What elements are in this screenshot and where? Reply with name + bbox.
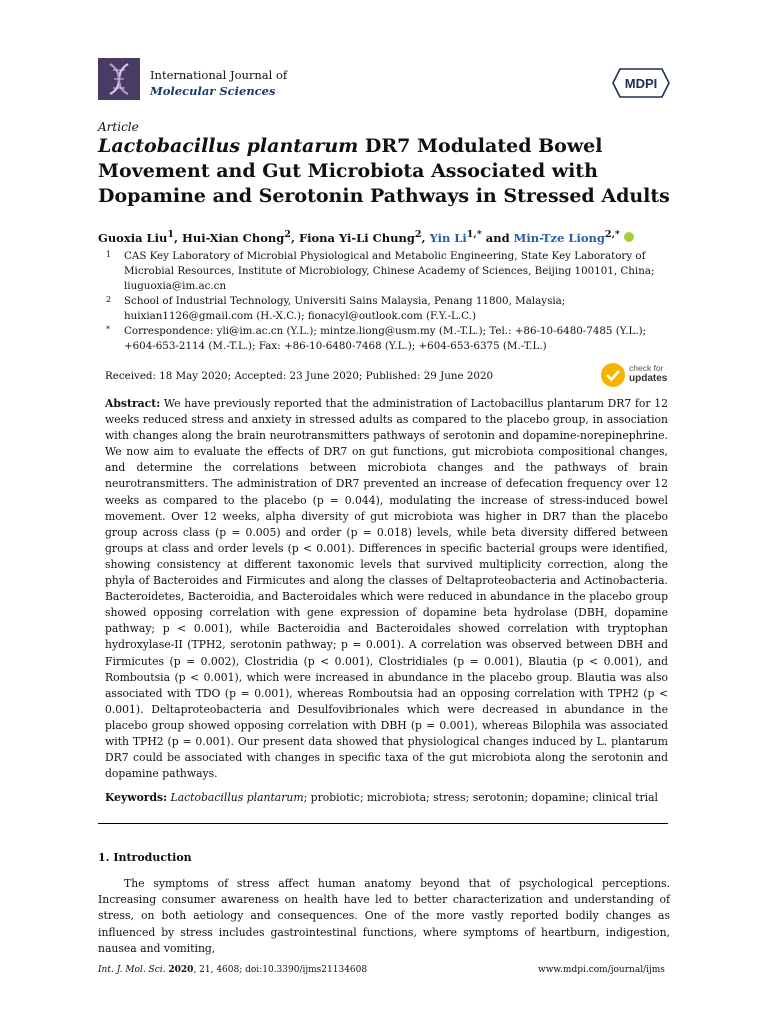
footer-rest: , 21, 4608; doi:10.3390/ijms21134608 bbox=[193, 965, 368, 975]
author-5-sup: 2,* bbox=[604, 229, 620, 240]
correspondence bbox=[98, 324, 678, 354]
section-heading: 1. Introduction bbox=[98, 851, 192, 864]
title-rest: DR7 Modulated Bowel Movement and Gut Microbiota Associated with Dopamine and Serotonin Pathways in Stressed Adults bbox=[98, 135, 670, 207]
keywords-label: Keywords: bbox=[105, 791, 168, 804]
affiliation-email[interactable]: liuguoxia@im.ac.cn bbox=[124, 280, 227, 293]
abstract-text: We have previously reported that the administration of Lactobacillus plantarum DR7 for 12 weeks reduced stress and anxiety in stressed adults as compared to the placebo group, in association with changes along the brain neurotransmitters pathways of serotonin and dopamine-norepinephrine. We now aim to evaluate the effects of DR7 on gut functions, gut microbiota compositional changes, and determine the correlations between microbiota changes and the pathways of brain neurotransmitters. The administration of DR7 prevented an increase of defecation frequency over 12 weeks as compared to the placebo (p = 0.044), modulating the increase of stress-induced bowel movement. Over 12 weeks, alpha diversity of gut microbiota was higher in DR7 than the placebo group across class (p = 0.005) and order (p = 0.018) levels, while beta diversity differed between groups at class and order levels (p < 0.001). Differences in specific bacterial groups were identified, showing consistency at different taxonomic levels that survived multiplicity correction, along the phyla of Bacteroides and Firmicutes and along the classes of Deltaproteobacteria and Actinobacteria. Bacteroidetes, Bacteroidia, and Bacteroidales which were reduced in abundance in the placebo group showed opposing correlation with gene expression of dopamine beta hydrolase (DBH, dopamine pathway; p < 0.001), while Bacteroidia and Bacteroidales showed correlation with tryptophan hydroxylase-II (TPH2, serotonin pathway; p = 0.001). A correlation was observed between DBH and Firmicutes (p = 0.002), Clostridia (p < 0.001), Clostridiales (p = 0.001), Blautia (p < 0.001), and Romboutsia (p < 0.001), which were increased in abundance in the placebo group. Blautia was also associated with TDO (p = 0.001), whereas Romboutsia had an opposing correlation with TPH2 (p < 0.001). Deltaproteobacteria and Desulfovibrionales which were decreased in abundance in the placebo group showed opposing correlation with DBH (p = 0.001), whereas Bilophila was associated with TPH2 (p = 0.001). Our present data showed that physiological changes induced by L. plantarum DR7 could be associated with changes in specific taxa of the gut microbiota along the serotonin and dopamine pathways. bbox=[105, 397, 668, 781]
author-3[interactable]: Fiona Yi-Li Chung bbox=[298, 230, 415, 245]
orcid-icon[interactable] bbox=[624, 232, 634, 242]
article-title bbox=[98, 134, 688, 209]
keywords-rest: ; probiotic; microbiota; stress; serotonin; dopamine; clinical trial bbox=[303, 791, 658, 804]
check-updates-line1: check for bbox=[629, 363, 664, 373]
author-sep: , bbox=[174, 230, 183, 245]
affiliation-email[interactable]: huixian1126@gmail.com (H.-X.C.); fionacyl@outlook.com (F.Y.-L.C.) bbox=[124, 310, 476, 323]
author-1[interactable]: Guoxia Liu bbox=[98, 230, 168, 245]
affiliation-line: CAS Key Laboratory of Microbial Physiological and Metabolic Engineering, State Key Laboratory of bbox=[124, 250, 646, 262]
author-4[interactable]: Yin Li bbox=[429, 230, 467, 245]
author-2[interactable]: Hui-Xian Chong bbox=[182, 230, 285, 245]
author-list bbox=[98, 229, 634, 245]
check-for-updates-badge[interactable] bbox=[600, 360, 672, 390]
publication-dates: Received: 18 May 2020; Accepted: 23 June 2020; Published: 29 June 2020 bbox=[105, 370, 494, 382]
author-3-sup: 2 bbox=[414, 229, 422, 240]
affiliation-1 bbox=[98, 249, 678, 295]
check-updates-line2: updates bbox=[629, 373, 668, 384]
author-sep: and bbox=[481, 230, 514, 245]
correspondence-line: +604-653-2114 (M.-T.L.); Fax: +86-10-6480-7468 (Y.L.); +604-653-6375 (M.-T.L.) bbox=[124, 340, 547, 353]
title-italic: Lactobacillus plantarum bbox=[98, 135, 359, 157]
correspondence-marker: * bbox=[106, 325, 110, 334]
correspondence-line[interactable]: Correspondence: yli@im.ac.cn (Y.L.); mintze.liong@usm.my (M.-T.L.); Tel.: +86-10-6480-7485 (Y.L.); bbox=[124, 325, 647, 337]
author-1-sup: 1 bbox=[167, 229, 175, 240]
author-2-sup: 2 bbox=[284, 229, 291, 240]
introduction-paragraph: The symptoms of stress affect human anatomy beyond that of psychological perceptions. Increasing consumer awareness on health have led to better characterization and understanding of stress, on both aetiology and consequences. One of the more vastly reported bodily changes as influenced by stress includes gastrointestinal functions, where symptoms of heartburn, indigestion, nausea and vomiting, bbox=[98, 877, 670, 955]
abstract-label: Abstract: bbox=[105, 397, 161, 410]
check-updates-icon bbox=[600, 362, 626, 388]
footer-journal-abbr: Int. J. Mol. Sci. bbox=[98, 965, 166, 975]
author-sep: , bbox=[290, 230, 299, 245]
section-divider bbox=[98, 823, 668, 824]
journal-name-line2: Molecular Sciences bbox=[150, 84, 276, 98]
keywords bbox=[105, 790, 668, 806]
mdpi-logo-icon bbox=[612, 68, 670, 98]
author-sep: , bbox=[421, 230, 430, 245]
affiliation-number: 1 bbox=[106, 250, 112, 259]
author-5[interactable]: Min-Tze Liong bbox=[513, 230, 605, 245]
journal-logo-icon bbox=[98, 58, 140, 100]
keyword-italic: Lactobacillus plantarum bbox=[170, 791, 304, 804]
article-type: Article bbox=[98, 120, 139, 134]
citation-footer bbox=[98, 965, 367, 975]
author-4-sup: 1,* bbox=[466, 229, 482, 240]
journal-name bbox=[150, 67, 287, 99]
affiliation-number: 2 bbox=[106, 295, 112, 304]
mdpi-logo-text: MDPI bbox=[624, 76, 658, 91]
affiliation-line: Microbial Resources, Institute of Microbiology, Chinese Academy of Sciences, Beijing 100101, China; bbox=[124, 265, 655, 278]
abstract bbox=[105, 396, 668, 782]
journal-url[interactable]: www.mdpi.com/journal/ijms bbox=[538, 965, 665, 975]
journal-name-line1: International Journal of bbox=[150, 68, 288, 82]
footer-year: 2020 bbox=[168, 965, 194, 975]
affiliation-line: School of Industrial Technology, Universiti Sains Malaysia, Penang 11800, Malaysia; bbox=[124, 295, 566, 307]
affiliation-2 bbox=[98, 294, 678, 324]
